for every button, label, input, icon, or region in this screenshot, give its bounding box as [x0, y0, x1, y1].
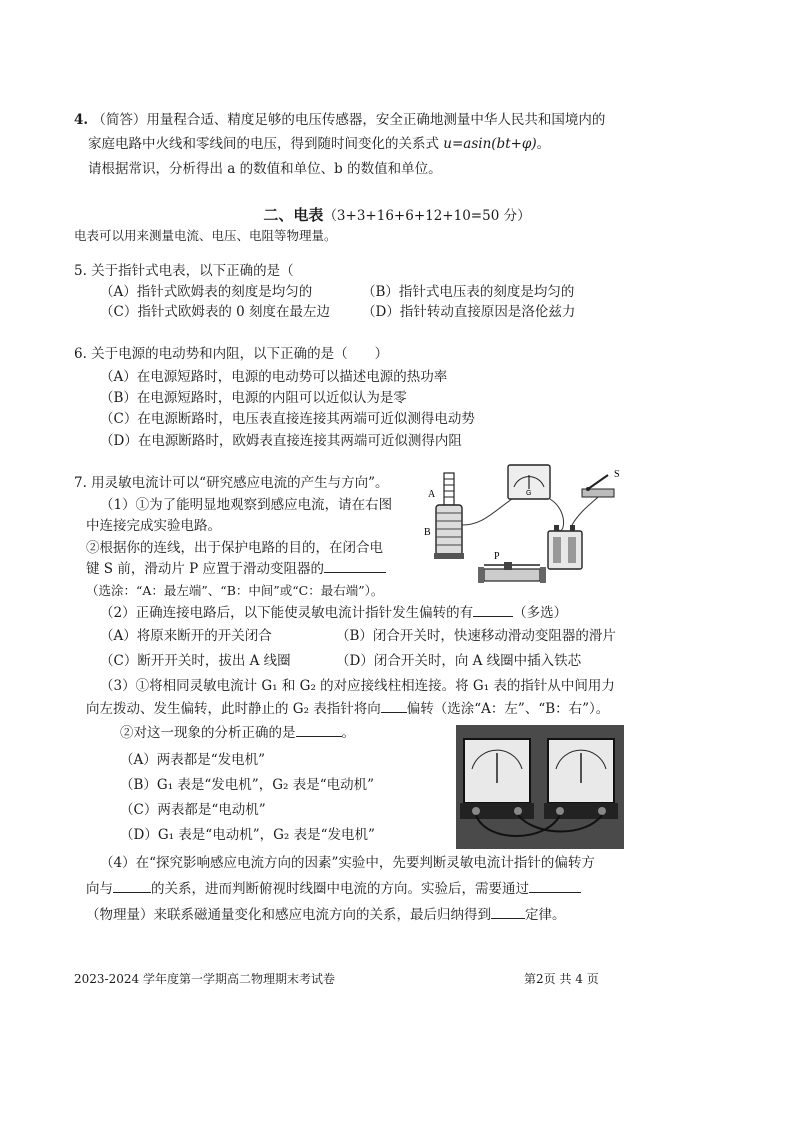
q7-p1-line4 [86, 560, 386, 579]
q7-p2-line [100, 604, 567, 623]
q7-p4-line1: （4）在“探究影响感应电流方向的因素”实验中，先要判断灵敏电流计指针的偏转方 [100, 855, 595, 871]
q4-line3: 请根据常识，分析得出 a 的数值和单位、b 的数值和单位。 [88, 161, 442, 177]
galvanometer [508, 465, 550, 499]
coil-a [444, 473, 454, 505]
galvanometer-photo [456, 725, 624, 849]
q7-p3-line3-tail: 。 [341, 725, 355, 741]
q6-option-d: （D）在电源断路时，欧姆表直接连接其两端可近似测得内阻 [100, 433, 462, 449]
q7-p2-option-d: （D）闭合开关时，向 A 线圈中插入铁芯 [336, 653, 582, 669]
answer-blank[interactable] [113, 880, 151, 893]
q7-p2-tail: （多选） [513, 605, 568, 621]
q7-p1-line1: （1）①为了能明显地观察到感应电流，请在右图 [100, 497, 393, 513]
q7-p3-option-c: （C）两表都是“电动机” [120, 802, 266, 818]
rheostat [478, 562, 546, 583]
section-title [0, 204, 794, 225]
q7-stem: 7. 用灵敏电流计可以“研究感应电流的产生与方向”。 [74, 475, 389, 491]
q6-option-c: （C）在电源断路时，电压表直接连接其两端可近似测得电动势 [100, 411, 475, 427]
battery [548, 525, 582, 569]
answer-blank[interactable] [296, 724, 342, 737]
apparatus-figure [422, 463, 632, 599]
q7-p4-line2-pre: 向与 [86, 881, 113, 897]
q5-option-b: （B）指针式电压表的刻度是均匀的 [362, 284, 575, 300]
q7-p2-option-c: （C）断开开关时，拔出 A 线圈 [100, 653, 291, 669]
q7-p1-line4-text: 键 S 前，滑动片 P 应置于滑动变阻器的 [86, 561, 324, 577]
q4-formula: u=asin(bt+φ) [443, 136, 537, 152]
label-s: S [614, 469, 620, 480]
q7-p4-line3 [86, 906, 566, 925]
q7-p1-line5: （选涂：“A：最左端”、“B：中间”或“C：最右端”）。 [86, 583, 384, 598]
wires [462, 497, 598, 531]
label-b: B [424, 527, 431, 538]
q7-p3-line3 [120, 724, 355, 743]
meter-label: G [526, 490, 532, 497]
label-a: A [428, 489, 436, 500]
galvanometer-photo-drawing [456, 725, 624, 849]
q7-p1-line3: ②根据你的连线，出于保护电路的目的，在闭合电 [86, 540, 383, 556]
q7-p3-option-a: （A）两表都是“发电机” [120, 752, 266, 768]
q4-text-1: （简答）用量程合适、精度足够的电压传感器，安全正确地测量中华人民共和国境内的 [92, 112, 606, 128]
q7-p3-line3-text: ②对这一现象的分析正确的是 [120, 725, 296, 741]
q5-stem: 5. 关于指针式电表，以下正确的是（ [74, 263, 294, 279]
q4-number: 4. [74, 112, 89, 128]
q7-p4-line2 [86, 880, 581, 899]
answer-blank[interactable] [491, 906, 525, 919]
section-score: （3+3+16+6+12+10=50 分） [323, 208, 531, 224]
answer-blank[interactable] [473, 604, 513, 617]
answer-blank[interactable] [529, 880, 581, 893]
q4-text-2-end: 。 [536, 136, 551, 152]
q7-p4-line2-post: 的关系，进而判断俯视时线圈中电流的方向。实验后，需要通过 [151, 881, 529, 897]
q7-p3-line2 [86, 700, 609, 719]
section-intro: 电表可以用来测量电流、电压、电阻等物理量。 [74, 228, 337, 243]
q7-p2-option-b: （B）闭合开关时，快速移动滑动变阻器的滑片 [336, 628, 616, 644]
q7-p3-option-b: （B）G₁ 表是“发电机”，G₂ 表是“电动机” [120, 777, 375, 793]
q6-stem: 6. 关于电源的电动势和内阻，以下正确的是（ ） [74, 346, 389, 362]
q4-text-2: 家庭电路中火线和零线间的电压，得到随时间变化的关系式 [88, 136, 444, 152]
q5-option-a: （A）指针式欧姆表的刻度是均匀的 [100, 284, 313, 300]
q7-p3-line2-tail: 偏转（选涂“A：左”、“B：右”）。 [406, 701, 610, 717]
q7-p2-text: （2）正确连接电路后，以下能使灵敏电流计指针发生偏转的有 [100, 605, 474, 621]
footer-title: 2023-2024 学年度第一学期高二物理期末考试卷 [74, 972, 335, 986]
switch [582, 475, 614, 497]
coil-b [434, 505, 464, 559]
q6-option-a: （A）在电源短路时，电源的电动势可以描述电源的热功率 [100, 369, 448, 385]
q4-line2 [88, 135, 550, 154]
q7-p4-line3-post: 定律。 [525, 907, 566, 923]
q7-p1-line2: 中连接完成实验电路。 [86, 518, 221, 534]
section-title-text: 二、电表 [263, 206, 324, 224]
q7-p2-option-a: （A）将原来断开的开关闭合 [100, 628, 272, 644]
footer-page: 第2页 共 4 页 [524, 972, 599, 986]
q6-option-b: （B）在电源短路时，电源的内阻可以近似认为是零 [100, 390, 407, 406]
label-p: P [494, 551, 500, 562]
q5-option-d: （D）指针转动直接原因是洛伦兹力 [362, 304, 576, 320]
answer-blank[interactable] [324, 560, 386, 573]
q7-p4-line3-pre: （物理量）来联系磁通量变化和感应电流方向的关系，最后归纳得到 [86, 907, 491, 923]
q5-option-c: （C）指针式欧姆表的 0 刻度在最左边 [100, 304, 331, 320]
q7-p3-line1: （3）①将相同灵敏电流计 G₁ 和 G₂ 的对应接线柱相连接。将 G₁ 表的指针从中间用力 [100, 678, 615, 694]
answer-blank[interactable] [381, 700, 407, 713]
q7-p3-line2-text: 向左拨动、发生偏转，此时静止的 G₂ 表指针将向 [86, 701, 381, 717]
q7-p3-option-d: （D）G₁ 表是“电动机”，G₂ 表是“发电机” [120, 827, 375, 843]
q4-line1 [74, 111, 605, 130]
